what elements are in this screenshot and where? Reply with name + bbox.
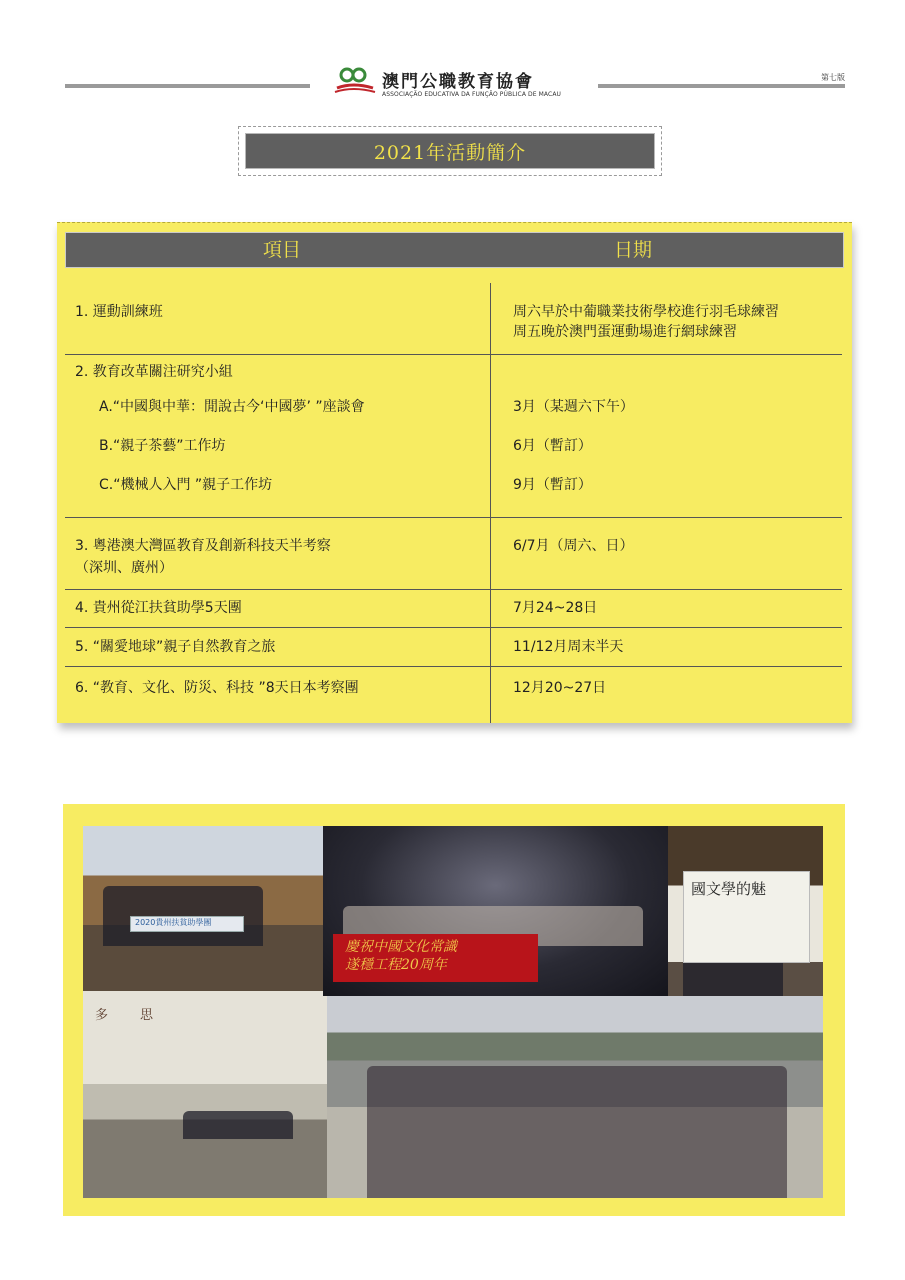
row-divider: [65, 517, 842, 518]
photo-people: [183, 1111, 293, 1139]
photo-lecture-screen-text: 國文學的魅: [691, 880, 767, 898]
row1-date-line1: 周六早於中葡職業技術學校進行羽毛球練習: [513, 304, 779, 320]
photo-panel: [63, 804, 845, 1216]
row2-date-a: 3月（某週六下午）: [513, 399, 634, 415]
page-title: 2021年活動簡介: [373, 141, 527, 164]
table-header: [65, 232, 844, 268]
row4-item: 4. 貴州從江扶貧助學5天團: [75, 600, 242, 616]
photo-school-sign: 多思: [95, 1008, 186, 1023]
photo-group-banner-text: 2020貴州扶貧助學團: [135, 918, 212, 927]
header-item: 項目: [263, 239, 302, 261]
row2-date-b: 6月（暫訂）: [513, 438, 592, 454]
photo-people: [367, 1066, 787, 1198]
org-name-portuguese: ASSOCIAÇÃO EDUCATIVA DA FUNÇÃO PÚBLICA DE MACAU: [382, 91, 562, 98]
row2-sub-c: C.“機械人入門 ”親子工作坊: [99, 477, 273, 493]
photo-collage: [83, 826, 823, 1198]
row-divider: [65, 354, 842, 355]
row5-item: 5. “關愛地球”親子自然教育之旅: [75, 639, 276, 655]
org-name-chinese: 澳門公職教育協會: [382, 72, 534, 92]
photo-students-assembly: [327, 996, 823, 1198]
row3-date: 6/7月（周六、日）: [513, 538, 634, 554]
row-divider: [65, 627, 842, 628]
row5-date: 11/12月周末半天: [513, 639, 624, 655]
row4-date: 7月24~28日: [513, 600, 598, 616]
association-logo-icon: [333, 66, 377, 96]
title-frame: [238, 126, 662, 176]
row-divider: [65, 589, 842, 590]
photo-red-banner-text: [345, 938, 457, 974]
row1-item: 1. 運動訓練班: [75, 304, 163, 320]
header-rule-left: [65, 84, 310, 88]
row3-item-line2: （深圳、廣州）: [75, 560, 173, 576]
page-number: 第七版: [821, 73, 845, 82]
row2-sub-a: A.“中國與中華：閒說古今‘中國夢’ ”座談會: [99, 399, 365, 415]
photo-red-banner-line2: 遂穩工程20周年: [345, 957, 447, 973]
header-date: 日期: [614, 239, 653, 261]
row3-item-line1: 3. 粵港澳大灣區教育及創新科技天半考察: [75, 538, 331, 554]
row1-date-line2: 周五晚於澳門蛋運動場進行網球練習: [513, 324, 737, 340]
row2-item: 2. 教育改革關注研究小組: [75, 364, 233, 380]
photo-group-tour: [83, 826, 323, 991]
column-divider: [490, 283, 491, 723]
activities-table: [57, 222, 852, 723]
row6-item: 6. “教育、文化、防災、科技 ”8天日本考察團: [75, 680, 359, 696]
photo-red-banner-line1: 慶祝中國文化常識: [345, 939, 457, 955]
row-divider: [65, 666, 842, 667]
row2-sub-b: B.“親子茶藝”工作坊: [99, 438, 226, 454]
row2-date-c: 9月（暫訂）: [513, 477, 592, 493]
title-box: [245, 133, 655, 169]
row6-date: 12月20~27日: [513, 680, 607, 696]
header-rule-right: [598, 84, 845, 88]
